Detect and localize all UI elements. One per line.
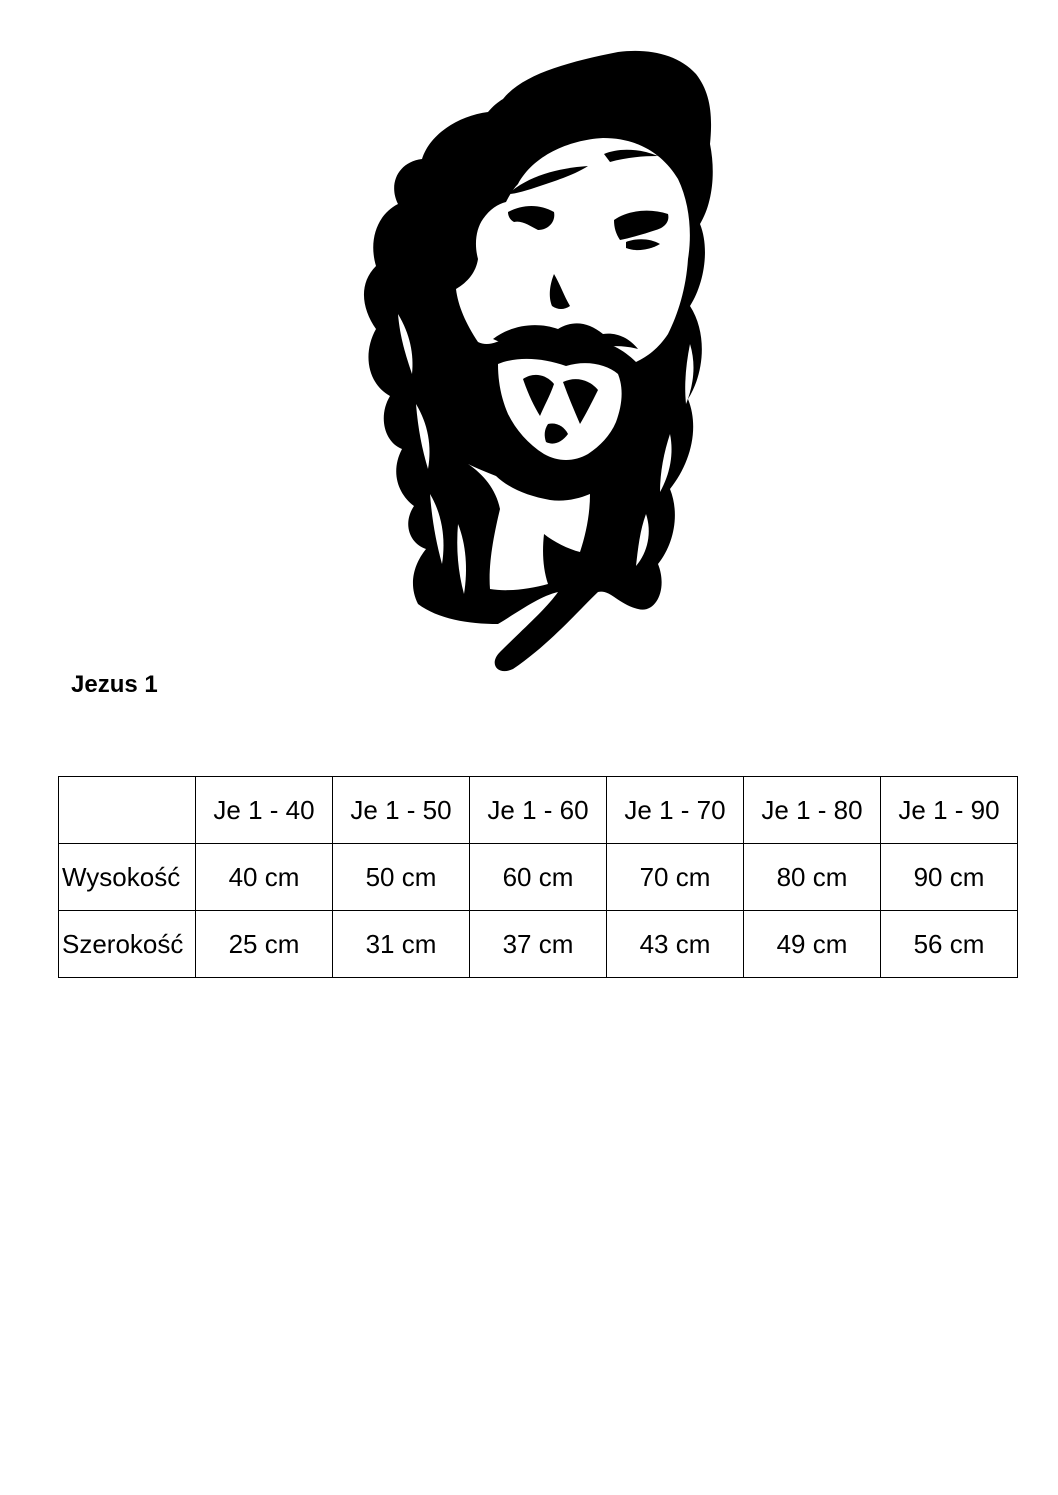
size-table bbox=[58, 776, 1018, 978]
row-label-width: Szerokość bbox=[59, 911, 196, 978]
table-header-row bbox=[59, 777, 1018, 844]
column-header: Je 1 - 40 bbox=[196, 777, 333, 844]
document-title: Jezus 1 bbox=[71, 671, 158, 698]
table-row-width bbox=[59, 911, 1018, 978]
table-cell: 43 cm bbox=[607, 911, 744, 978]
table-corner-cell bbox=[59, 777, 196, 844]
column-header: Je 1 - 80 bbox=[744, 777, 881, 844]
table-cell: 40 cm bbox=[196, 844, 333, 911]
table-cell: 37 cm bbox=[470, 911, 607, 978]
table-cell: 49 cm bbox=[744, 911, 881, 978]
column-header: Je 1 - 90 bbox=[881, 777, 1018, 844]
table-cell: 25 cm bbox=[196, 911, 333, 978]
table-row-height bbox=[59, 844, 1018, 911]
table-cell: 70 cm bbox=[607, 844, 744, 911]
column-header: Je 1 - 70 bbox=[607, 777, 744, 844]
row-label-height: Wysokość bbox=[59, 844, 196, 911]
table-cell: 90 cm bbox=[881, 844, 1018, 911]
table-cell: 56 cm bbox=[881, 911, 1018, 978]
table-cell: 31 cm bbox=[333, 911, 470, 978]
table-cell: 60 cm bbox=[470, 844, 607, 911]
table-cell: 80 cm bbox=[744, 844, 881, 911]
jesus-face-silhouette-icon bbox=[318, 44, 728, 674]
column-header: Je 1 - 60 bbox=[470, 777, 607, 844]
table-cell: 50 cm bbox=[333, 844, 470, 911]
column-header: Je 1 - 50 bbox=[333, 777, 470, 844]
